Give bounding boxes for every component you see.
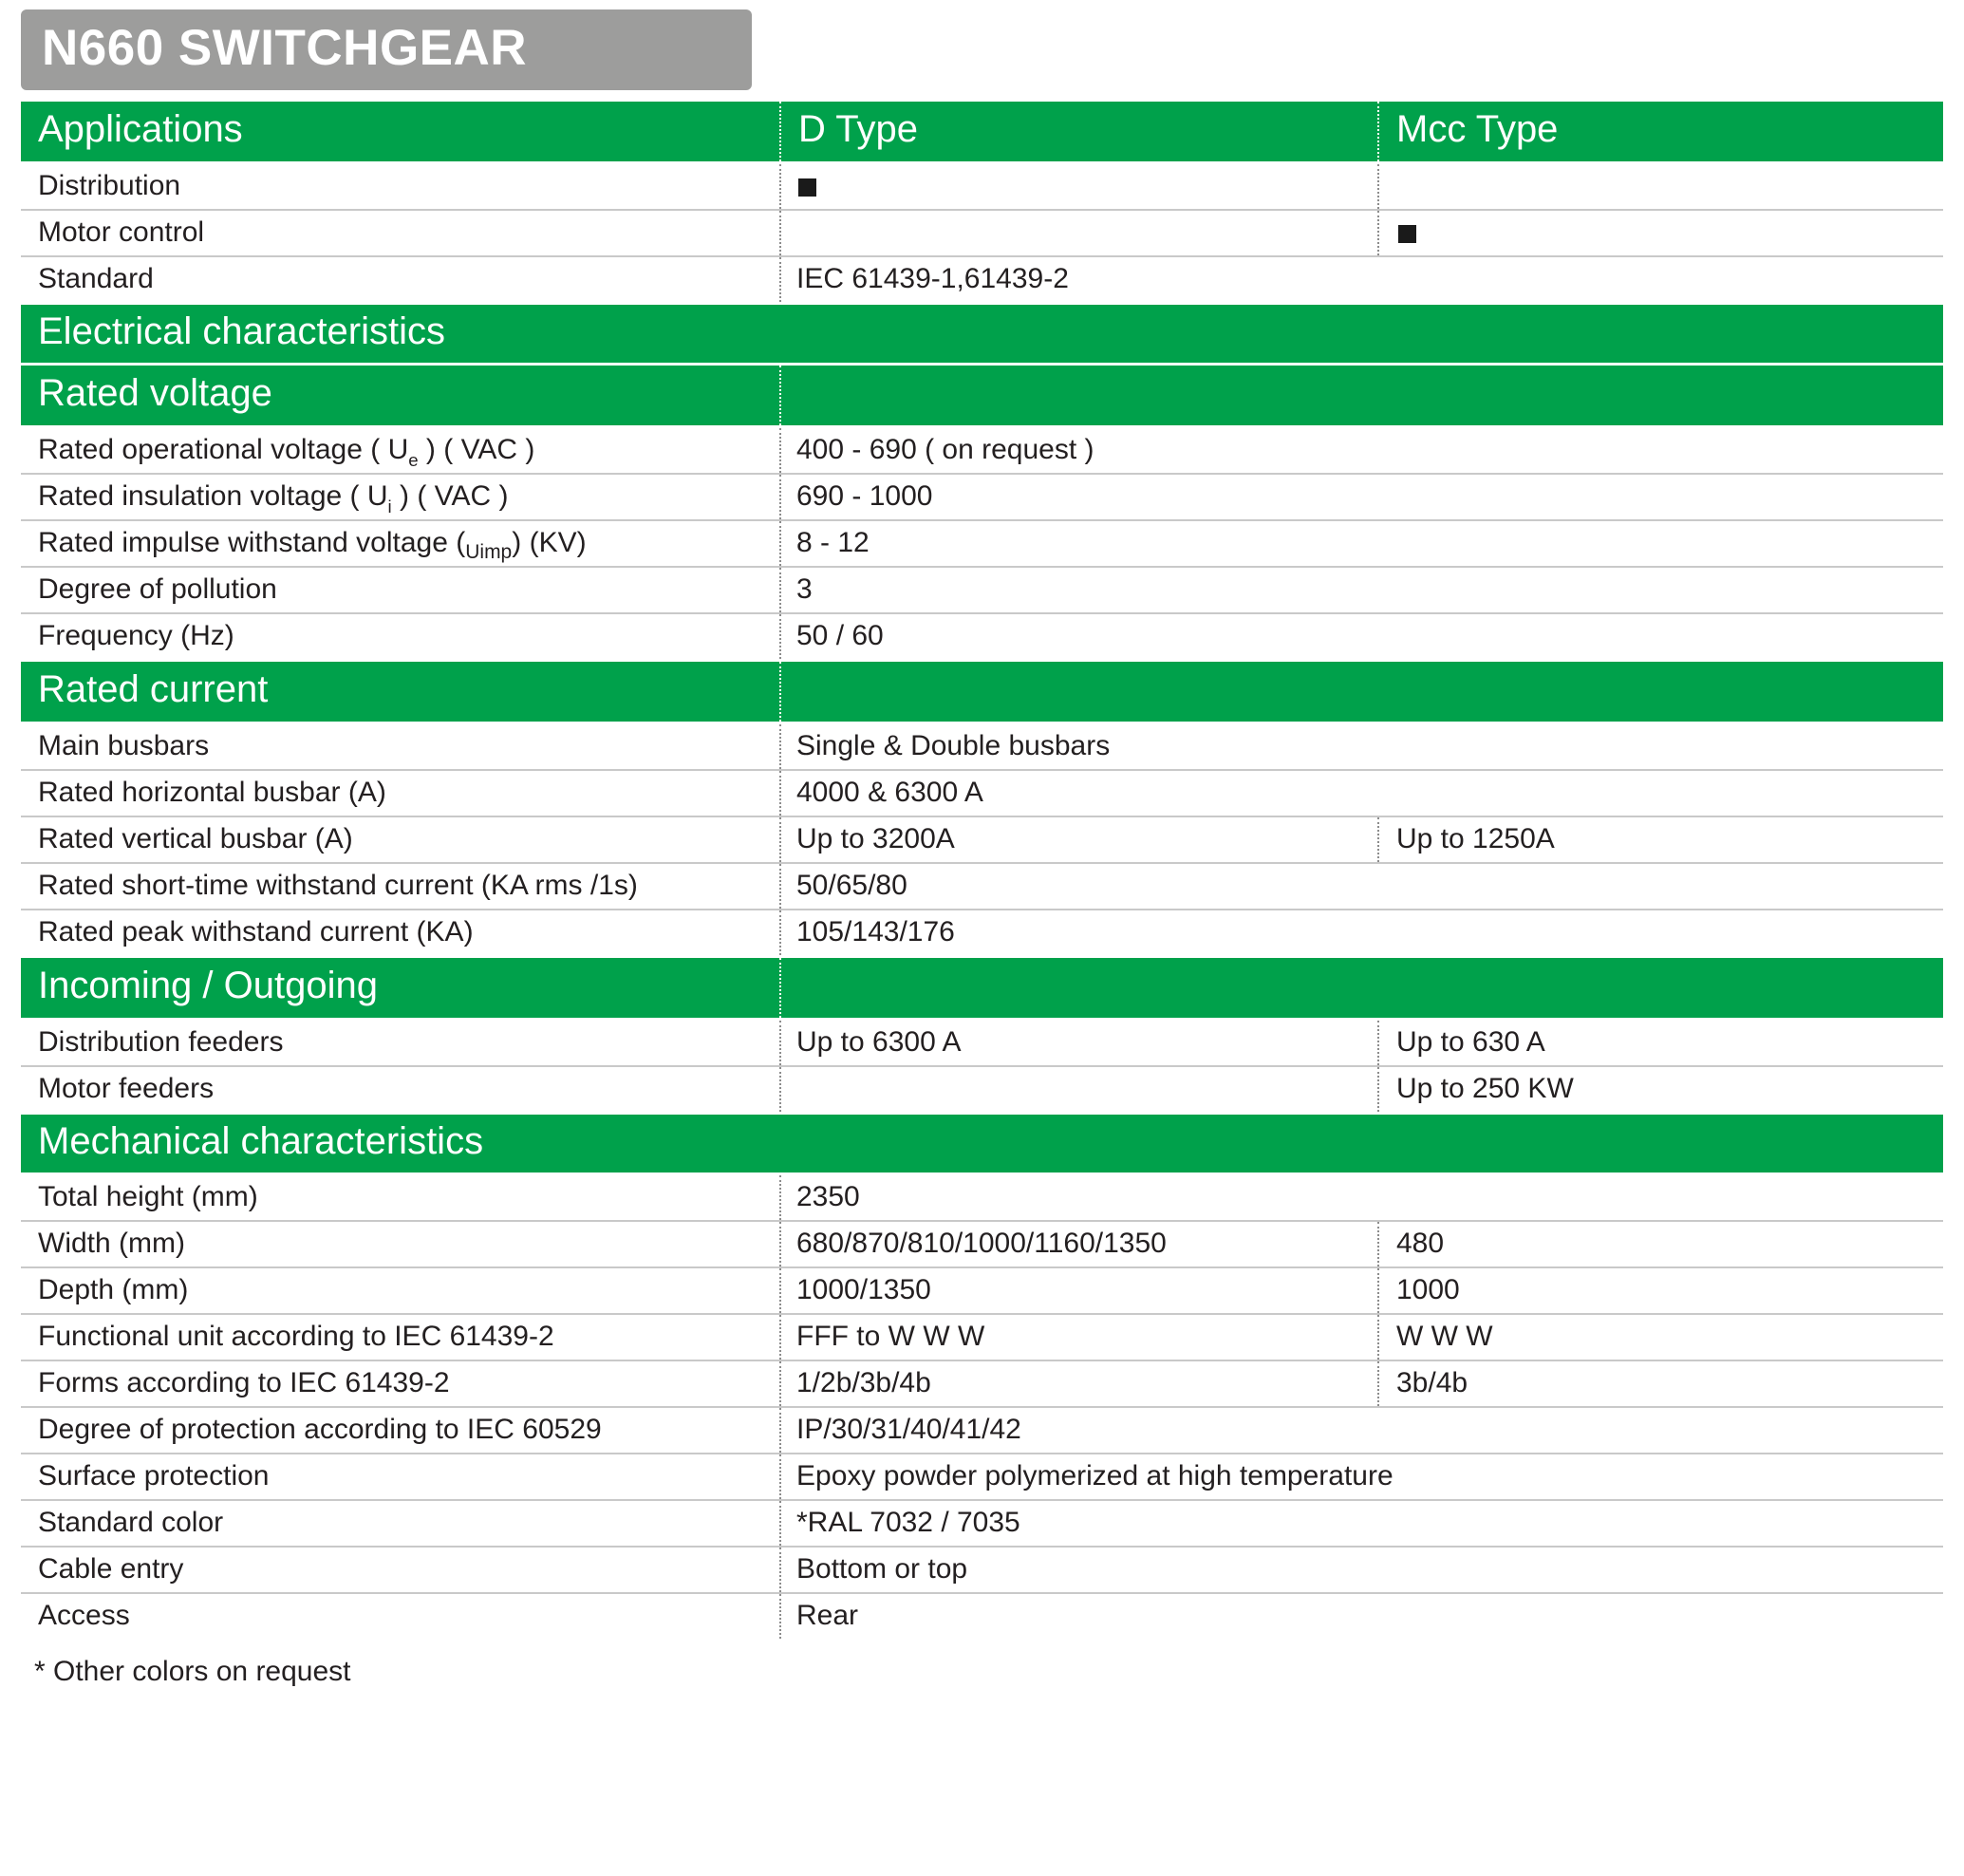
section-header-spacer-mcc: [1378, 365, 1943, 427]
row-label: Standard color: [21, 1500, 780, 1547]
row-label: Rated peak withstand current (KA): [21, 910, 780, 957]
row-label-text: Rated insulation voltage ( U: [38, 480, 388, 512]
row-label: Degree of protection according to IEC 60529: [21, 1407, 780, 1454]
table-row: [21, 1547, 1943, 1593]
row-value-d: 50/65/80: [780, 863, 1943, 910]
table-row: [21, 1066, 1943, 1114]
row-label-text-post: ) ( VAC ): [418, 434, 535, 465]
checkmark-icon: [1398, 225, 1416, 243]
section-title: Incoming / Outgoing: [21, 957, 780, 1020]
table-row: [21, 1500, 1943, 1547]
row-label: Main busbars: [21, 723, 780, 771]
table-row: [21, 1267, 1943, 1314]
section-title: Rated voltage: [21, 365, 780, 427]
row-label: Total height (mm): [21, 1174, 780, 1222]
row-value-d: Bottom or top: [780, 1547, 1943, 1593]
section-header-spacer-d: [780, 661, 1378, 723]
row-value-d: 400 - 690 ( on request ): [780, 427, 1943, 475]
row-label: Surface protection: [21, 1454, 780, 1500]
row-label: Motor control: [21, 210, 780, 256]
section-title: Electrical characteristics: [21, 304, 1943, 365]
table-row: [21, 1221, 1943, 1267]
row-value-d: 1000/1350: [780, 1267, 1378, 1314]
table-row: [21, 210, 1943, 256]
row-value-d: Up to 6300 A: [780, 1020, 1378, 1067]
row-value-d: *RAL 7032 / 7035: [780, 1500, 1943, 1547]
table-row: [21, 1174, 1943, 1222]
table-row: [21, 256, 1943, 304]
row-label: Access: [38, 1600, 130, 1631]
row-value-d: IEC 61439-1,61439-2: [780, 256, 1943, 304]
row-value-mcc: W W W: [1378, 1314, 1943, 1360]
table-header-row: [21, 102, 1943, 163]
row-value-d: 105/143/176: [780, 910, 1943, 957]
table-row: [21, 816, 1943, 863]
row-value-d: [780, 1066, 1378, 1114]
row-value-d: 680/870/810/1000/1160/1350: [780, 1221, 1378, 1267]
table-row: [21, 770, 1943, 816]
section-header-electrical: [21, 304, 1943, 365]
section-header-spacer-d: [780, 365, 1378, 427]
row-value-d: [780, 210, 1378, 256]
column-header-d-type: D Type: [780, 102, 1378, 163]
row-label: Distribution feeders: [21, 1020, 780, 1067]
row-label: Distribution: [21, 163, 780, 211]
row-value-mcc: Up to 630 A: [1378, 1020, 1943, 1067]
table-row: [21, 520, 1943, 567]
page-title: N660 SWITCHGEAR: [21, 9, 752, 90]
section-header-rated-current: [21, 661, 1943, 723]
table-row: [21, 613, 1943, 661]
column-header-mcc-type: Mcc Type: [1378, 102, 1943, 163]
table-row: [21, 1454, 1943, 1500]
row-value-mcc: [1378, 163, 1943, 211]
row-value-d: 8 - 12: [780, 520, 1943, 567]
table-row: [21, 427, 1943, 475]
table-row: [21, 910, 1943, 957]
row-label: Frequency (Hz): [21, 613, 780, 661]
row-label-subscript: Uimp: [465, 541, 513, 563]
row-value-d: Single & Double busbars: [780, 723, 1943, 771]
table-row: [21, 1314, 1943, 1360]
section-header-rated-voltage: [21, 365, 1943, 427]
table-row: [21, 163, 1943, 211]
table-row: [21, 863, 1943, 910]
row-label: Degree of pollution: [21, 567, 780, 613]
section-title: Rated current: [21, 661, 780, 723]
row-label: Functional unit according to IEC 61439-2: [21, 1314, 780, 1360]
table-row: [21, 1020, 1943, 1067]
row-value-d: 3: [780, 567, 1943, 613]
column-header-applications: Applications: [21, 102, 780, 163]
row-label-subscript: i: [387, 497, 392, 516]
row-label: Cable entry: [21, 1547, 780, 1593]
row-value-d: Rear: [780, 1593, 1943, 1639]
row-value-d: 4000 & 6300 A: [780, 770, 1943, 816]
checkmark-icon: [798, 178, 816, 197]
row-value-mcc: [1378, 210, 1943, 256]
row-label-text: Rated operational voltage ( U: [38, 434, 409, 465]
footnote: * Other colors on request: [34, 1656, 351, 1687]
row-value-d: 2350: [780, 1174, 1943, 1222]
row-label: Motor feeders: [21, 1066, 780, 1114]
specification-table: [21, 102, 1943, 1639]
row-value-d: IP/30/31/40/41/42: [780, 1407, 1943, 1454]
row-value-d: FFF to W W W: [780, 1314, 1378, 1360]
section-header-spacer-mcc: [1378, 957, 1943, 1020]
row-label: Rated vertical busbar (A): [21, 816, 780, 863]
section-header-incoming-outgoing: [21, 957, 1943, 1020]
row-label: [21, 474, 780, 520]
table-row: [21, 567, 1943, 613]
row-label: Standard: [21, 256, 780, 304]
row-label: Width (mm): [21, 1221, 780, 1267]
row-label: Forms according to IEC 61439-2: [21, 1360, 780, 1407]
table-row: [21, 1360, 1943, 1407]
row-label: [21, 520, 780, 567]
row-value-d: 50 / 60: [780, 613, 1943, 661]
row-label-text-post: ) (KV): [512, 527, 587, 558]
table-row: [21, 723, 1943, 771]
row-value-d: Up to 3200A: [780, 816, 1378, 863]
table-row: [21, 1593, 1943, 1639]
row-value-mcc: 480: [1378, 1221, 1943, 1267]
row-value-mcc: Up to 250 KW: [1378, 1066, 1943, 1114]
row-label-text: Rated impulse withstand voltage (: [38, 527, 466, 558]
table-row: [21, 474, 1943, 520]
row-value-d: 690 - 1000: [780, 474, 1943, 520]
row-value-mcc: Up to 1250A: [1378, 816, 1943, 863]
row-label: Rated horizontal busbar (A): [21, 770, 780, 816]
row-label: Depth (mm): [21, 1267, 780, 1314]
section-header-spacer-mcc: [1378, 661, 1943, 723]
section-header-spacer-d: [780, 957, 1378, 1020]
row-value-d: [780, 163, 1378, 211]
section-header-mechanical: [21, 1114, 1943, 1174]
row-label-text-post: ) ( VAC ): [391, 480, 509, 512]
row-value-mcc: 3b/4b: [1378, 1360, 1943, 1407]
section-title: Mechanical characteristics: [21, 1114, 1943, 1174]
row-value-mcc: 1000: [1378, 1267, 1943, 1314]
row-label-subscript: e: [408, 450, 419, 470]
table-row: [21, 1407, 1943, 1454]
row-value-d: Epoxy powder polymerized at high temperature: [780, 1454, 1943, 1500]
row-value-d: 1/2b/3b/4b: [780, 1360, 1378, 1407]
row-label: Rated short-time withstand current (KA rms /1s): [21, 863, 780, 910]
row-label: [21, 427, 780, 475]
